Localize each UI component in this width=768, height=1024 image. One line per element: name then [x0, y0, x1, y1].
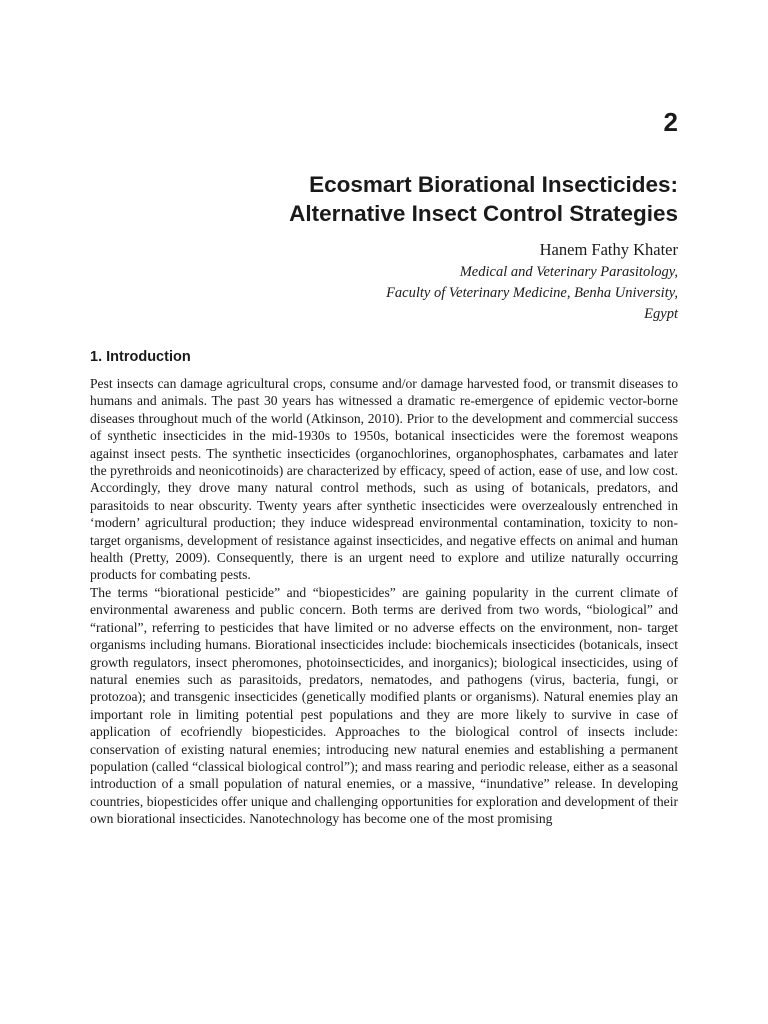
affiliation-line: Egypt: [644, 306, 678, 322]
author-affiliation: [178, 262, 678, 325]
chapter-title-line: Ecosmart Biorational Insecticides:: [309, 172, 678, 197]
section-body: [90, 375, 678, 828]
affiliation-line: Medical and Veterinary Parasitology,: [459, 264, 678, 280]
body-paragraph: Pest insects can damage agricultural crops, consume and/or damage harvested food, or transmit diseases to humans and animals. The past 30 years has witnessed a dramatic re-emergence of epidemic vector-borne diseases throughout much of the world (Atkinson, 2010). Prior to the development and commercial success of synthetic insecticides in the mid-1930s to 1950s, botanical insecticides were the foremost weapons against insect pests. The synthetic insecticides (organochlorines, organophosphates, carbamates and later the pyrethroids and neonicotinoids) are characterized by efficacy, speed of action, ease of use, and low cost. Accordingly, they drove many natural control methods, such as using of botanicals, predators, and parasitoids to near obscurity. Twenty years after synthetic insecticides were overzealously entrenched in ‘modern’ agricultural production; they induce widespread environmental contamination, toxicity to non-target organisms, development of resistance against insecticides, and negative effects on animal and human health (Pretty, 2009). Consequently, there is an urgent need to explore and utilize naturally occurring products for combating pests.: [90, 376, 678, 583]
body-paragraph: The terms “biorational pesticide” and “biopesticides” are gaining popularity in the current climate of environmental awareness and public concern. Both terms are derived from two words, “biological” and “rational”, referring to pesticides that have limited or no adverse effects on the environment, non- target organisms including humans. Biorational insecticides include: biochemicals insecticides (botanicals, insect growth regulators, insect pheromones, photoinsecticides, and inorganics); biological insecticides, using of natural enemies such as parasitoids, predators, nematodes, and pathogens (virus, bacteria, fungi, or protozoa); and transgenic insecticides (genetically modified plants or organisms). Natural enemies play an important role in limiting potential pest populations and they are more likely to survive in case of application of ecofriendly biopesticides. Approaches to the biological control of insects include: conservation of existing natural enemies; introducing new natural enemies and establishing a permanent population (called “classical biological control”); and mass rearing and periodic release, either as a seasonal introduction of a small population of natural enemies, or a massive, “inundative” release. In developing countries, biopesticides offer unique and challenging opportunities for exploration and development of their own biorational insecticides. Nanotechnology has become one of the most promising: [90, 584, 678, 827]
chapter-number: 2: [663, 107, 678, 137]
chapter-title-line: Alternative Insect Control Strategies: [289, 201, 678, 226]
section-heading: 1. Introduction: [90, 349, 191, 365]
chapter-title: [118, 170, 678, 228]
author-name: Hanem Fathy Khater: [539, 240, 678, 259]
affiliation-line: Faculty of Veterinary Medicine, Benha University,: [386, 285, 678, 301]
